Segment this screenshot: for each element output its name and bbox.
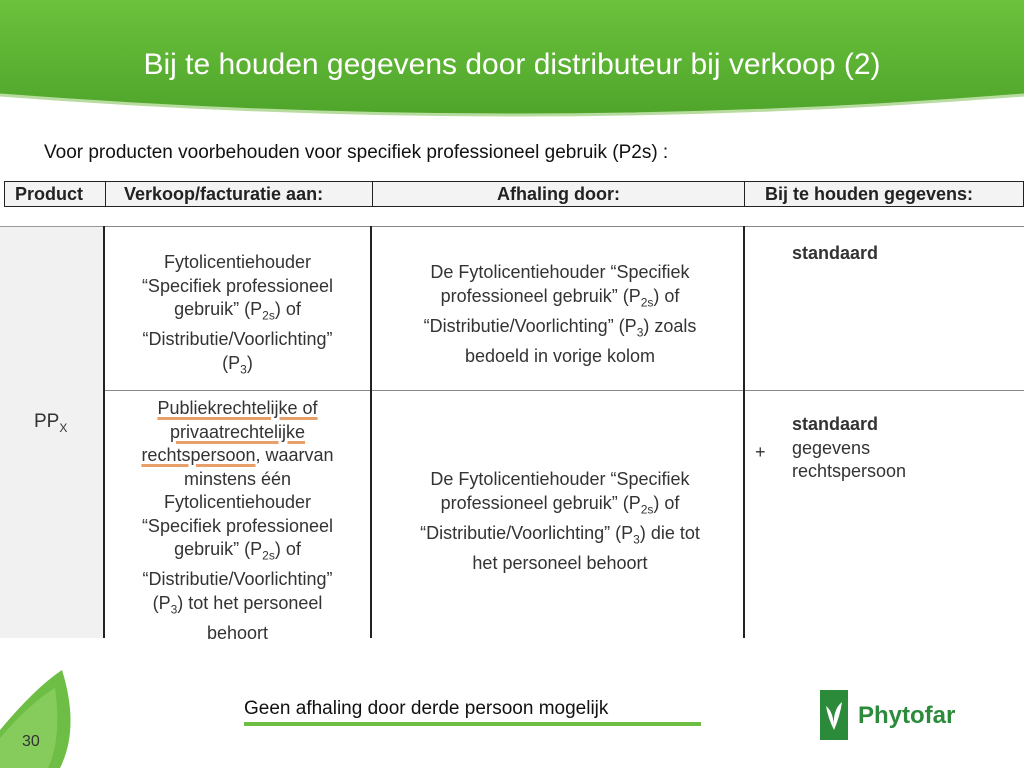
row2-sale-cell: Publiekrechtelijke of privaatrechtelijke rechtspersoon, waarvan minstens één Fytolicentiehouder “Specifiek professioneel gebruik” $(P_{2s})$ of “Distributie/Voorlichting” $(P_3)$ tot het personeel behoort [141,398,334,643]
row1-data-cell: standaard [792,243,879,263]
column-divider-2 [370,226,372,638]
logo-text: Phytofar [858,702,956,729]
column-header-sale: Verkoop/facturatie aan: [106,182,373,206]
column-header-data: Bij te houden gegevens: [765,184,974,204]
row-top-divider [103,226,1024,227]
row-divider [103,390,1024,391]
page-title: Bij te houden gegevens door distributeur bij verkoop (2) [143,48,881,81]
table-header-row [4,181,1024,207]
column-divider-1 [103,226,105,638]
footer-underline [244,722,701,726]
phytofar-logo [820,690,980,740]
row1-pickup-cell: De Fytolicentiehouder “Specifiek professioneel gebruik” $(P_{2s})$ of “Distributie/Voorlichting” $(P_3)$ zoals bedoeld in vorige kolom [423,262,697,366]
row1-sale-cell: Fytolicentiehouder “Specifiek professioneel gebruik” $(P_{2s})$ of “Distributie/Voorlichting” $(P_3)$ [141,252,334,377]
column-header-pickup: Afhaling door: [373,182,745,206]
subtitle: Voor producten voorbehouden voor specifiek professioneel gebruik (P2s) : [44,142,669,163]
product-code: $PP_X$ [34,411,68,435]
phytofar-leaf-icon [820,690,848,740]
table-body [0,226,1024,643]
footer-note: Geen afhaling door derde persoon mogelijk [244,698,609,719]
header-banner [0,0,1024,130]
column-header-product: Product [5,182,106,206]
row2-data-cell: standaard gegevens rechtspersoon [792,414,907,481]
leaf-decoration-icon [0,668,80,768]
plus-sign: + [755,442,766,462]
page-number: 30 [22,733,40,750]
column-divider-3 [743,226,745,638]
row2-pickup-cell: De Fytolicentiehouder “Specifiek professioneel gebruik” $(P_{2s})$ of “Distributie/Voorlichting” $(P_3)$ die tot het personeel behoort [420,469,700,573]
